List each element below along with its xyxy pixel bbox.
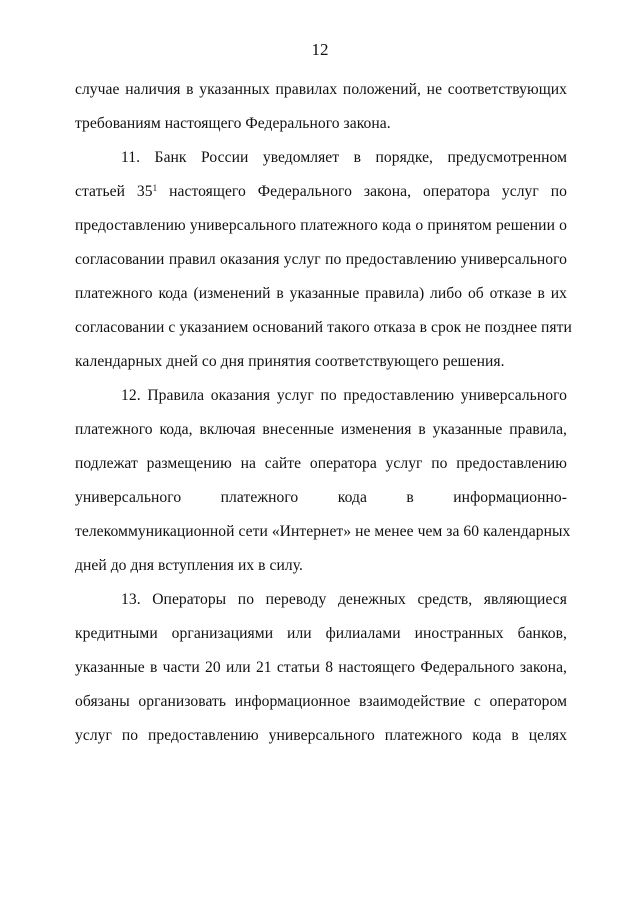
text-line: требованиям настоящего Федерального закона.: [75, 115, 391, 132]
text-line: указанные в части 20 или 21 статьи 8 настоящего Федерального закона,: [75, 659, 567, 676]
text-line: платежного кода (изменений в указанные правила) либо об отказе в их: [75, 285, 567, 302]
text-line: платежного кода, включая внесенные изменения в указанные правила,: [75, 421, 567, 438]
text-line: обязаны организовать информационное взаимодействие с оператором: [75, 693, 567, 710]
text-line: 12. Правила оказания услуг по предоставлению универсального: [121, 387, 567, 404]
text-line: услуг по предоставлению универсального платежного кода в целях: [75, 727, 567, 744]
text-line: случае наличия в указанных правилах положений, не соответствующих: [75, 81, 567, 98]
text-line: согласовании правил оказания услуг по предоставлению универсального: [75, 251, 567, 268]
footnote-superscript: 1: [152, 183, 158, 194]
text-fragment: статьей 35: [75, 183, 153, 200]
text-line: подлежат размещению на сайте оператора услуг по предоставлению: [75, 455, 567, 472]
text-line: универсального платежного кода в информационно-: [75, 489, 567, 506]
text-fragment: настоящего Федерального закона, оператора услуг по: [157, 183, 567, 200]
text-line: согласовании с указанием оснований такого отказа в срок не позднее пяти: [75, 319, 572, 336]
page-number: 12: [311, 40, 329, 59]
text-line: 11. Банк России уведомляет в порядке, предусмотренном: [121, 149, 567, 166]
text-line: 13. Операторы по переводу денежных средств, являющиеся: [121, 591, 567, 608]
text-line: телекоммуникационной сети «Интернет» не менее чем за 60 календарных: [75, 523, 571, 540]
text-line: [75, 181, 567, 203]
text-line: календарных дней со дня принятия соответствующего решения.: [75, 353, 505, 370]
text-line: кредитными организациями или филиалами иностранных банков,: [75, 625, 567, 642]
text-line: дней до дня вступления их в силу.: [75, 557, 303, 574]
text-line: предоставлению универсального платежного кода о принятом решении о: [75, 217, 567, 234]
